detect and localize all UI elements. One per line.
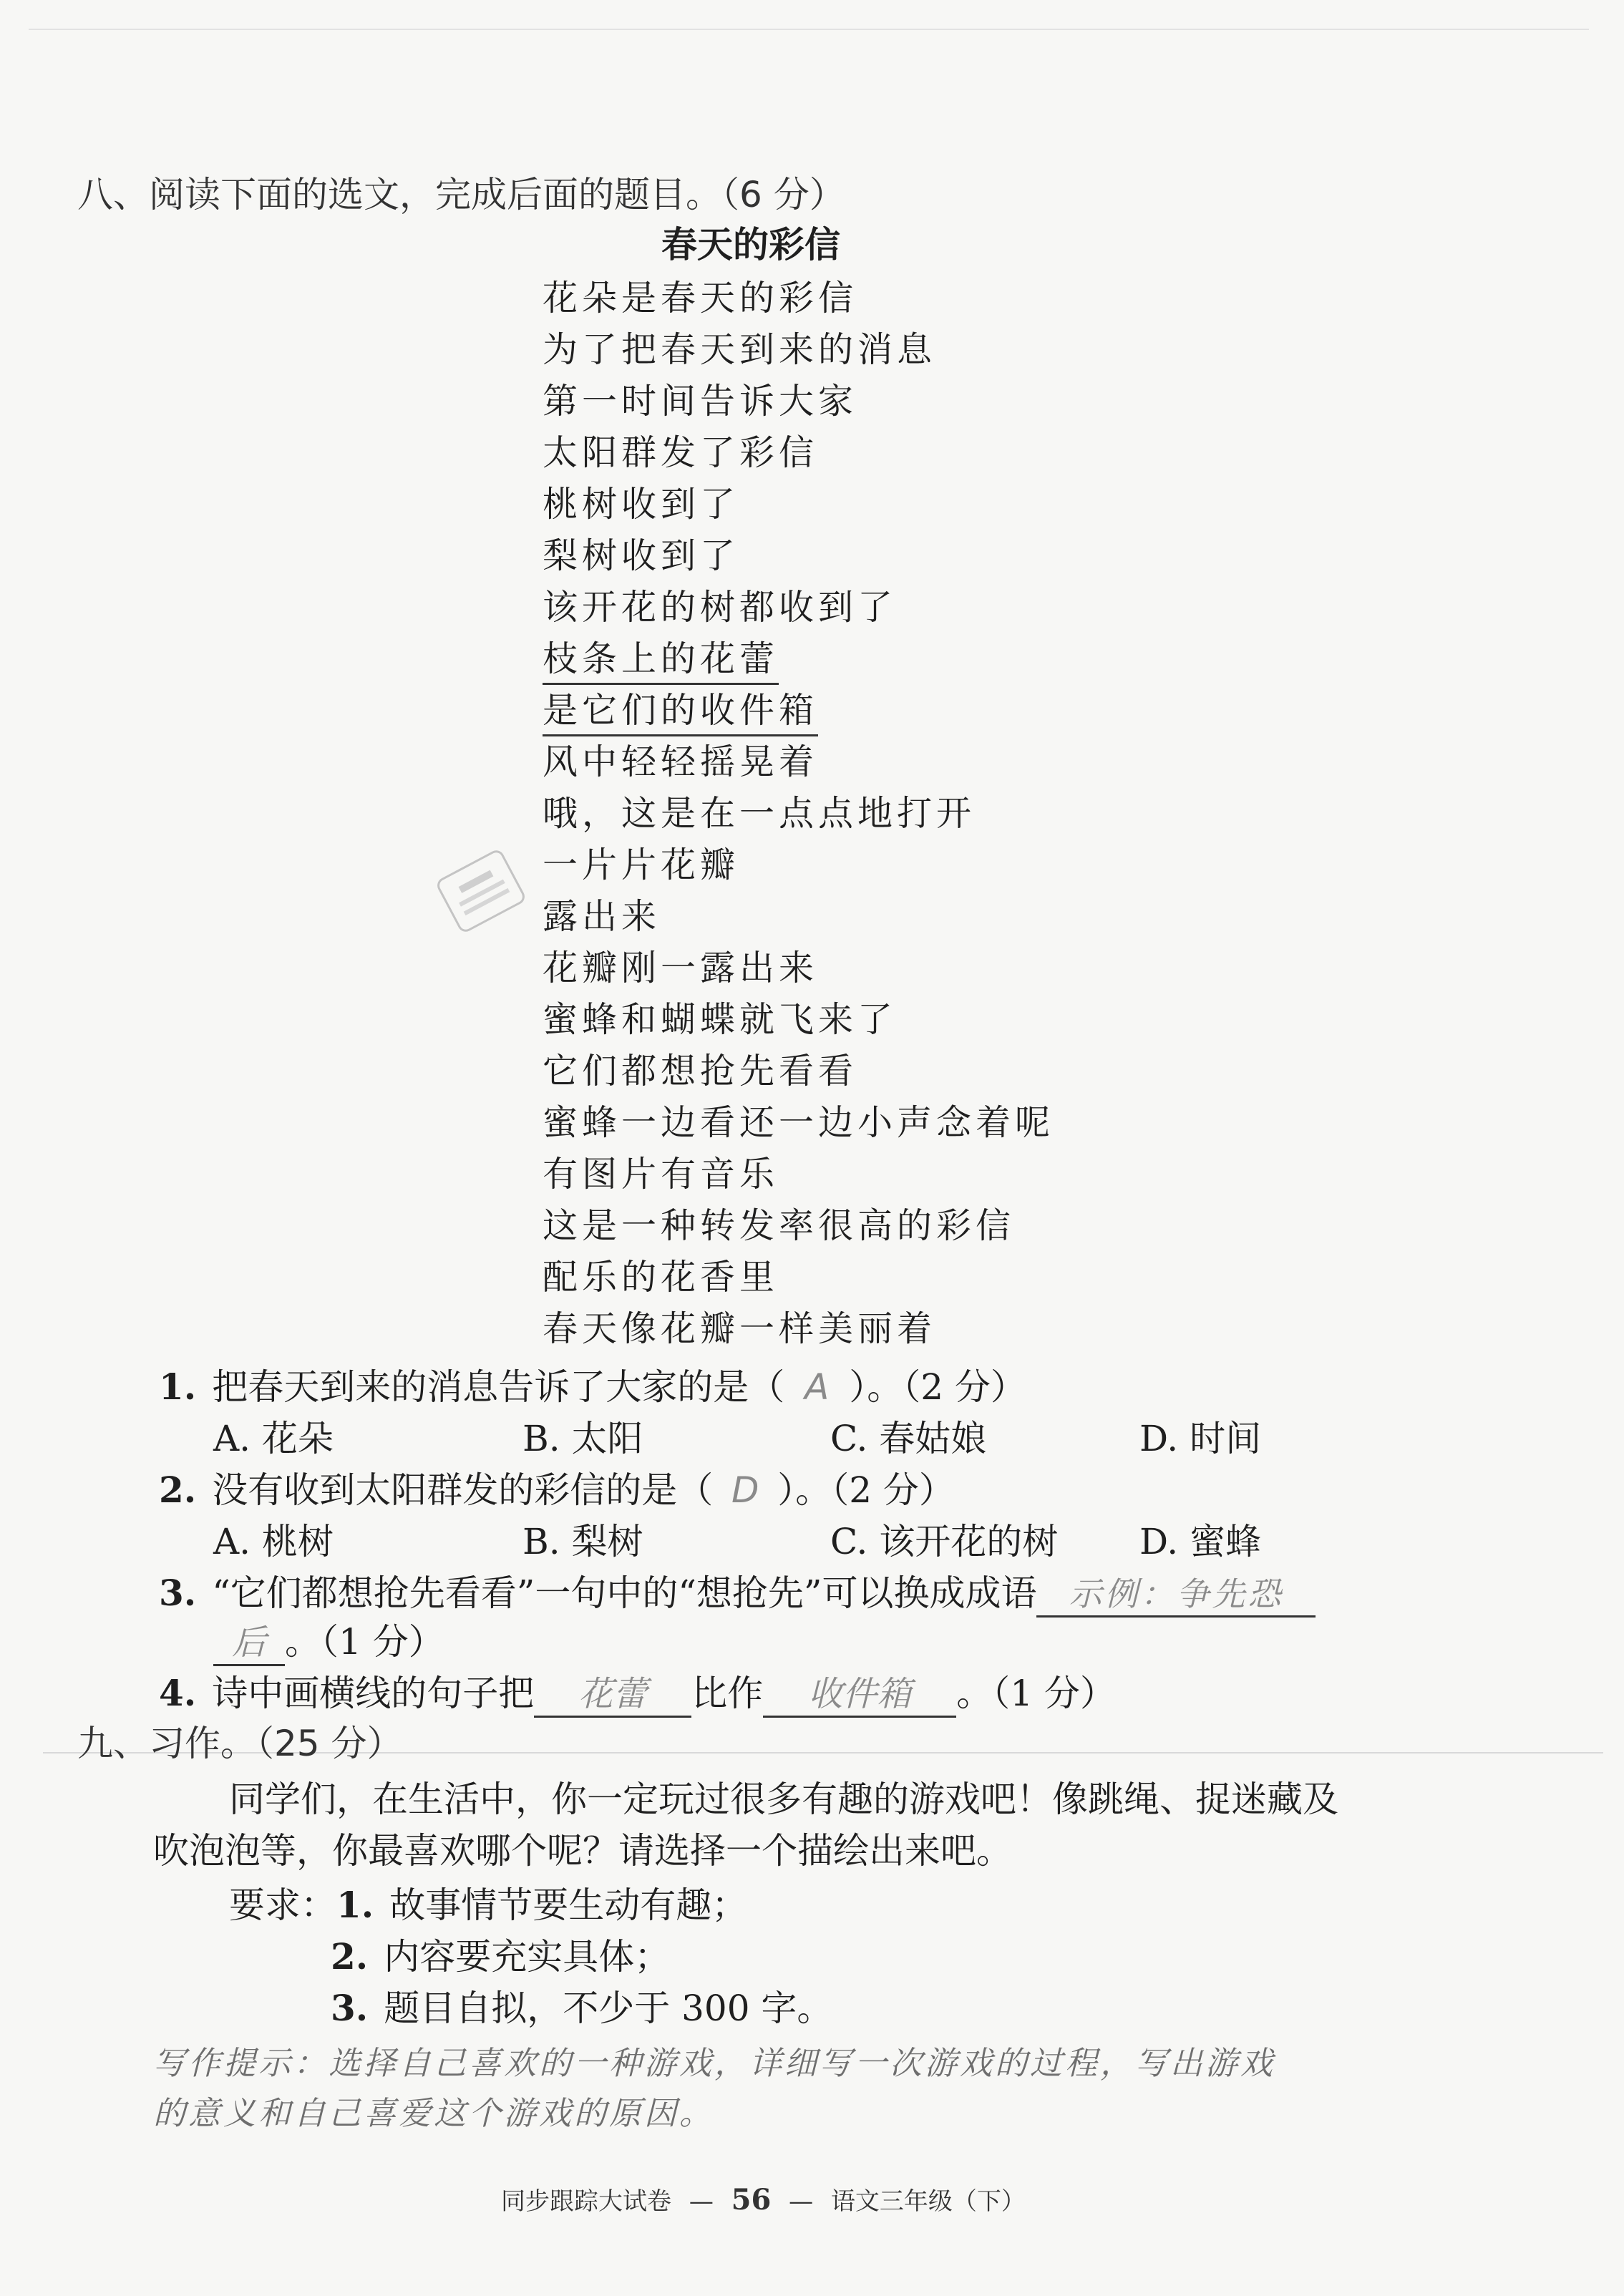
question-text-end: ）。（2 分） bbox=[849, 1366, 1026, 1408]
poem-line: 哦，这是在一点点地打开 bbox=[543, 793, 976, 834]
poem-line: 为了把春天到来的消息 bbox=[543, 329, 937, 370]
poem-line: 这是一种转发率很高的彩信 bbox=[543, 1205, 1016, 1246]
poem-line: 第一时间告诉大家 bbox=[543, 381, 858, 422]
question-text: 把春天到来的消息告诉了大家的是（ bbox=[212, 1366, 785, 1408]
writing-hint-line: 的意义和自己喜爱这个游戏的原因。 bbox=[153, 2094, 715, 2132]
option-b: B. 梨树 bbox=[522, 1521, 643, 1562]
requirement-text: 内容要充实具体； bbox=[384, 1936, 671, 1978]
question-4 bbox=[159, 1665, 1116, 1718]
question-number: 2. bbox=[159, 1469, 197, 1511]
poem-line: 一片片花瓣 bbox=[543, 845, 740, 885]
option-c: C. 春姑娘 bbox=[830, 1418, 987, 1459]
handwritten-answer: D bbox=[731, 1469, 759, 1511]
handwritten-answer: A bbox=[804, 1366, 830, 1408]
poem-line: 太阳群发了彩信 bbox=[543, 432, 819, 473]
requirements-label bbox=[229, 1877, 747, 1928]
section-8-title: 八、阅读下面的选文，完成后面的题目。（6 分） bbox=[77, 174, 845, 215]
question-text: 诗中画横线的句子把 bbox=[212, 1673, 535, 1714]
question-1 bbox=[159, 1358, 1026, 1410]
poem-line: 梨树收到了 bbox=[543, 535, 740, 576]
poem-line: 该开花的树都收到了 bbox=[543, 587, 898, 628]
poem-line: 露出来 bbox=[543, 896, 661, 937]
poem-line: 有图片有音乐 bbox=[543, 1154, 779, 1195]
question-text: 没有收到太阳群发的彩信的是（ bbox=[212, 1469, 714, 1511]
requirement-3 bbox=[331, 1980, 832, 2031]
option-a: A. 桃树 bbox=[213, 1521, 334, 1562]
requirement-text: 故事情节要生动有趣； bbox=[389, 1884, 748, 1926]
handwritten-answer: 花蕾 bbox=[534, 1666, 691, 1718]
poem-line: 桃树收到了 bbox=[543, 484, 740, 525]
footer-subject: 语文三年级（下） bbox=[830, 2187, 1026, 2216]
question-number: 1. bbox=[159, 1366, 197, 1408]
poem-line: 花瓣刚一露出来 bbox=[543, 948, 819, 988]
page-number: 56 bbox=[731, 2183, 772, 2217]
question-text-end: ）。（2 分） bbox=[777, 1469, 955, 1511]
footer-dash: — bbox=[789, 2187, 814, 2216]
handwritten-answer: 收件箱 bbox=[763, 1666, 956, 1718]
footer-book-title: 同步跟踪大试卷 bbox=[501, 2187, 671, 2216]
option-a: A. 花朵 bbox=[213, 1418, 334, 1459]
poem-title: 春天的彩信 bbox=[661, 224, 840, 266]
option-b: B. 太阳 bbox=[522, 1418, 643, 1459]
poem-line: 风中轻轻摇晃着 bbox=[543, 741, 819, 782]
requirement-number: 3. bbox=[331, 1987, 369, 2029]
requirements-label-text: 要求： bbox=[229, 1884, 336, 1926]
question-text-end: 。（1 分） bbox=[285, 1621, 444, 1663]
requirement-number: 1. bbox=[336, 1884, 374, 1926]
essay-prompt-line: 同学们，在生活中，你一定玩过很多有趣的游戏吧！像跳绳、捉迷藏及 bbox=[229, 1779, 1338, 1820]
poem-line: 它们都想抢先看看 bbox=[543, 1051, 858, 1091]
watermark-stamp bbox=[423, 833, 539, 949]
option-c: C. 该开花的树 bbox=[830, 1521, 1059, 1562]
question-text-middle: 比作 bbox=[691, 1673, 764, 1714]
poem-line: 配乐的花香里 bbox=[543, 1257, 779, 1298]
poem-line: 花朵是春天的彩信 bbox=[543, 278, 858, 318]
poem-line: 春天像花瓣一样美丽着 bbox=[543, 1308, 937, 1349]
page-footer bbox=[501, 2181, 1026, 2217]
handwritten-answer: 示例：争先恐 bbox=[1036, 1568, 1316, 1618]
poem-line-underlined: 是它们的收件箱 bbox=[543, 683, 818, 736]
question-3 bbox=[159, 1565, 1316, 1618]
question-number: 3. bbox=[159, 1572, 197, 1614]
poem-line-underlined: 枝条上的花蕾 bbox=[543, 631, 779, 685]
question-number: 4. bbox=[159, 1672, 197, 1714]
question-3-continued bbox=[213, 1613, 444, 1666]
writing-hint-line: 写作提示：选择自己喜欢的一种游戏，详细写一次游戏的过程，写出游戏 bbox=[153, 2044, 1276, 2082]
poem-line: 蜜蜂和蝴蝶就飞来了 bbox=[543, 999, 898, 1040]
essay-prompt-line: 吹泡泡等，你最喜欢哪个呢？请选择一个描绘出来吧。 bbox=[153, 1830, 1012, 1872]
question-2 bbox=[159, 1461, 955, 1513]
question-text-end: 。（1 分） bbox=[956, 1673, 1116, 1714]
option-d: D. 时间 bbox=[1139, 1418, 1262, 1459]
option-d: D. 蜜蜂 bbox=[1139, 1521, 1262, 1562]
requirement-text: 题目自拟，不少于 300 字。 bbox=[384, 1988, 833, 2029]
handwritten-answer: 后 bbox=[213, 1615, 285, 1666]
requirement-number: 2. bbox=[331, 1935, 369, 1978]
requirement-2 bbox=[331, 1928, 670, 1980]
question-text: “它们都想抢先看看”一句中的“想抢先”可以换成成语 bbox=[212, 1572, 1037, 1614]
footer-dash: — bbox=[689, 2187, 714, 2216]
section-9-title: 九、习作。（25 分） bbox=[77, 1723, 403, 1764]
poem-line: 蜜蜂一边看还一边小声念着呢 bbox=[543, 1102, 1055, 1143]
